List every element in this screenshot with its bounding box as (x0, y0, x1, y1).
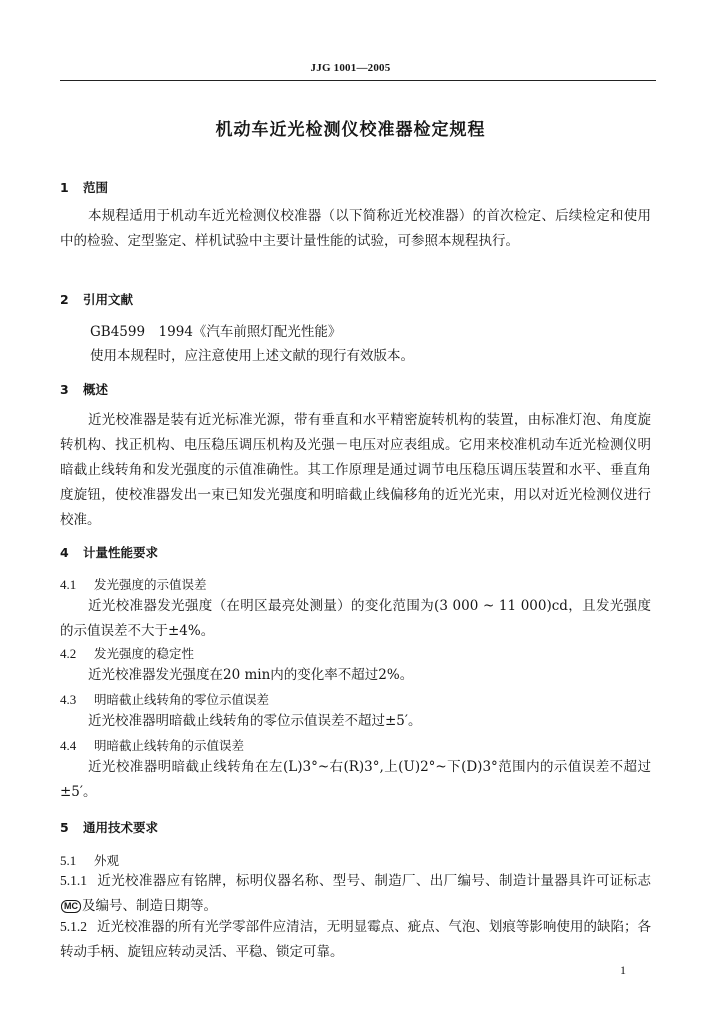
section-3-body: 近光校准器是装有近光标准光源，带有垂直和水平精密旋转机构的装置，由标准灯泡、角度旋转机构、找正机构、电压稳压调压机构及光强－电压对应表组成。它用来校准机动车近光检测仪明暗截止线转角和发光强度的示值准确性。其工作原理是通过调节电压稳压调压装置和水平、垂直角度旋钮，使校准器发出一束已知发光强度和明暗截止线偏移角的近光光束，用以对近光检测仪进行校准。 (60, 412, 651, 528)
clause-number: 4.3 (60, 692, 77, 707)
clause-title: 发光强度的稳定性 (94, 646, 195, 661)
section-title: 引用文献 (83, 292, 134, 307)
clause-4-1-heading (60, 575, 207, 593)
clause-5-1-2 (60, 914, 651, 965)
clause-5-1-heading (60, 851, 119, 869)
clause-4-3-heading (60, 690, 269, 708)
header-rule (60, 80, 656, 81)
clause-number: 4.2 (60, 646, 77, 661)
section-4-heading (60, 543, 158, 561)
section-number: 4 (60, 545, 69, 560)
clause-number: 5.1 (60, 853, 77, 868)
reference-note: 使用本规程时，应注意使用上述文献的现行有效版本。 (90, 348, 414, 364)
section-title: 通用技术要求 (83, 820, 159, 835)
section-5-heading (60, 818, 158, 836)
page-number: 1 (620, 963, 626, 977)
clause-4-3-body: 近光校准器明暗截止线转角的零位示值误差不超过±5′。 (88, 713, 422, 729)
section-3-heading (60, 380, 108, 398)
clause-number: 5.1.1 (60, 873, 87, 888)
section-2-heading (60, 290, 133, 308)
section-number: 1 (60, 180, 69, 195)
section-number: 3 (60, 382, 69, 397)
reference-gb4599: GB4599 1994《汽车前照灯配光性能》 (90, 324, 342, 340)
standard-code: JJG 1001—2005 (310, 62, 391, 74)
section-number: 2 (60, 292, 69, 307)
section-1-heading (60, 178, 108, 196)
clause-number: 4.4 (60, 738, 77, 753)
clause-text: 近光校准器的所有光学零部件应清洁，无明显霉点、疵点、气泡、划痕等影响使用的缺陷；各转动手柄、旋钮应转动灵活、平稳、锁定可靠。 (60, 919, 651, 960)
clause-title: 发光强度的示值误差 (94, 577, 207, 592)
clause-4-2-heading (60, 644, 194, 662)
clause-text-end: 及编号、制造日期等。 (82, 898, 217, 914)
clause-title: 明暗截止线转角的示值误差 (94, 738, 245, 753)
clause-title: 外观 (94, 853, 120, 868)
clause-4-4-heading (60, 736, 244, 754)
clause-text: 近光校准器应有铭牌，标明仪器名称、型号、制造厂、出厂编号、制造计量器具许可证标志 (97, 873, 651, 889)
document-title: 机动车近光检测仪校准器检定规程 (215, 120, 486, 140)
clause-number: 5.1.2 (60, 919, 87, 934)
clause-4-1-body: 近光校准器发光强度（在明区最亮处测量）的变化范围为(3 000 ~ 11 000)cd，且发光强度的示值误差不大于±4%。 (60, 598, 651, 639)
clause-4-4-body: 近光校准器明暗截止线转角在左(L)3°~右(R)3°,上(U)2°~下(D)3°范围内的示值误差不超过±5′。 (60, 759, 651, 800)
section-number: 5 (60, 820, 69, 835)
section-1-body: 本规程适用于机动车近光检测仪校准器（以下简称近光校准器）的首次检定、后续检定和使用中的检验、定型鉴定、样机试验中主要计量性能的试验，可参照本规程执行。 (60, 208, 651, 249)
clause-number: 4.1 (60, 577, 77, 592)
section-title: 概述 (83, 382, 109, 397)
section-title: 范围 (83, 180, 109, 195)
clause-5-1-1 (60, 868, 651, 919)
clause-title: 明暗截止线转角的零位示值误差 (94, 692, 270, 707)
mc-certification-mark: MC (61, 900, 81, 913)
section-title: 计量性能要求 (83, 545, 159, 560)
clause-4-2-body: 近光校准器发光强度在20 min内的变化率不超过2%。 (88, 667, 414, 683)
